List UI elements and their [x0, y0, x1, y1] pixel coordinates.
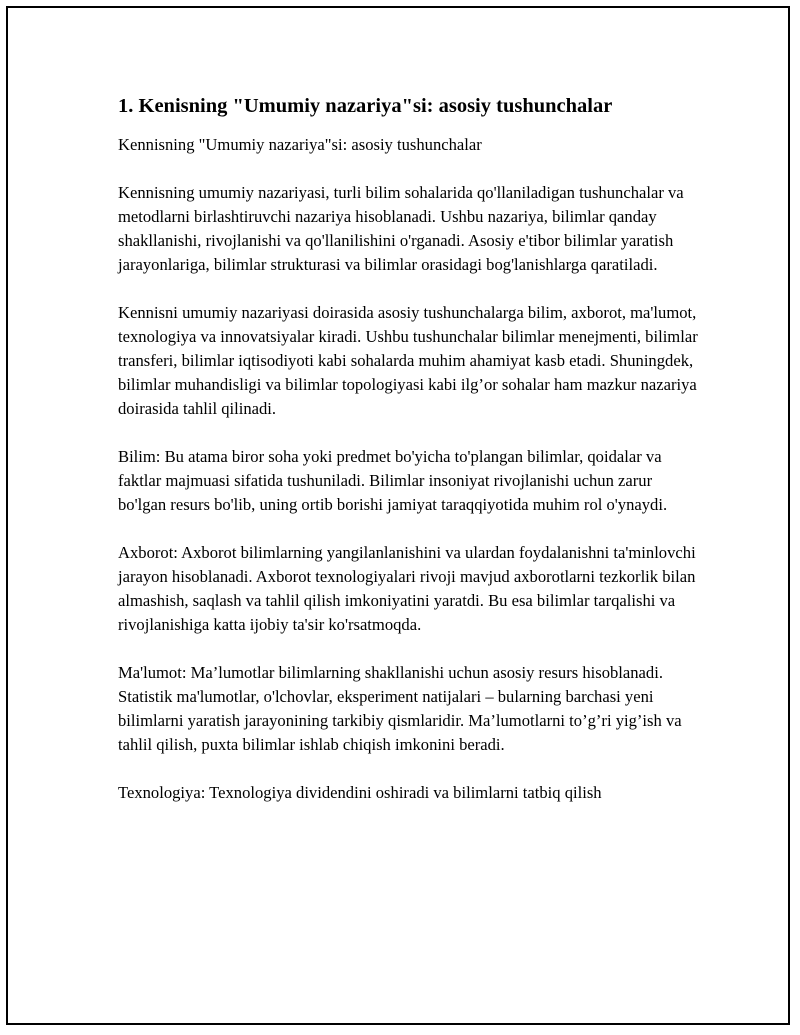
intro-paragraph: Kennisning umumiy nazariyasi, turli bilim sohalarida qo'llaniladigan tushunchalar va metodlarni birlashtiruvchi nazariya hisoblanadi. Ushbu nazariya, bilimlar qanday shakllanishi, rivojlanishi va qo'llanilishini o'rganadi. Asosiy e'tibor bilimlar yaratish jarayonlariga, bilimlar strukturasi va bilimlar orasidagi bog'lanishlarga qaratiladi.	[118, 183, 684, 274]
concepts-paragraph: Kennisni umumiy nazariyasi doirasida asosiy tushunchalarga bilim, axborot, ma'lumot, texnologiya va innovatsiyalar kiradi. Ushbu tushunchalar bilimlar menejmenti, bilimlar transferi, bilimlar iqtisodiyoti kabi sohalarda muhim ahamiyat kasb etadi. Shuningdek, bilimlar muhandisligi va bilimlar topologiyasi kabi ilg’or sohalar ham mazkur nazariya doirasida tahlil qilinadi.	[118, 303, 698, 418]
section-heading: 1. Kenisning "Umumiy nazariya"si: asosiy tushunchalar	[118, 95, 613, 117]
malumot-paragraph: Ma'lumot: Ma’lumotlar bilimlarning shakllanishi uchun asosiy resurs hisoblanadi. Statistik ma'lumotlar, o'lchovlar, eksperiment natijalari – bularning barchasi yeni bilimlarni yaratish jarayonining tarkibiy qismlaridir. Ma’lumotlarni to’g’ri yig’ish va tahlil qilish, puxta bilimlar ishlab chiqish imkonini beradi.	[118, 663, 682, 754]
document-body	[118, 92, 698, 829]
bilim-paragraph: Bilim: Bu atama biror soha yoki predmet bo'yicha to'plangan bilimlar, qoidalar va faktlar majmuasi sifatida tushuniladi. Bilimlar insoniyat rivojlanishi uchun zarur bo'lgan resurs bo'lib, uning ortib borishi jamiyat taraqqiyotida muhim rol o'ynaydi.	[118, 447, 668, 514]
axborot-paragraph: Axborot: Axborot bilimlarning yangilanlanishini va ulardan foydalanishni ta'minlovchi jarayon hisoblanadi. Axborot texnologiyalari rivoji mavjud axborotlarni tezkorlik bilan almashish, saqlash va tahlil qilish imkoniyatini yaratdi. Bu esa bilimlar tarqalishi va rivojlanishiga katta ijobiy ta'sir ko'rsatmoqda.	[118, 543, 696, 634]
texnologiya-paragraph: Texnologiya: Texnologiya dividendini oshiradi va bilimlarni tatbiq qilish	[118, 783, 602, 802]
subtitle-paragraph: Kennisning "Umumiy nazariya"si: asosiy tushunchalar	[118, 135, 482, 154]
